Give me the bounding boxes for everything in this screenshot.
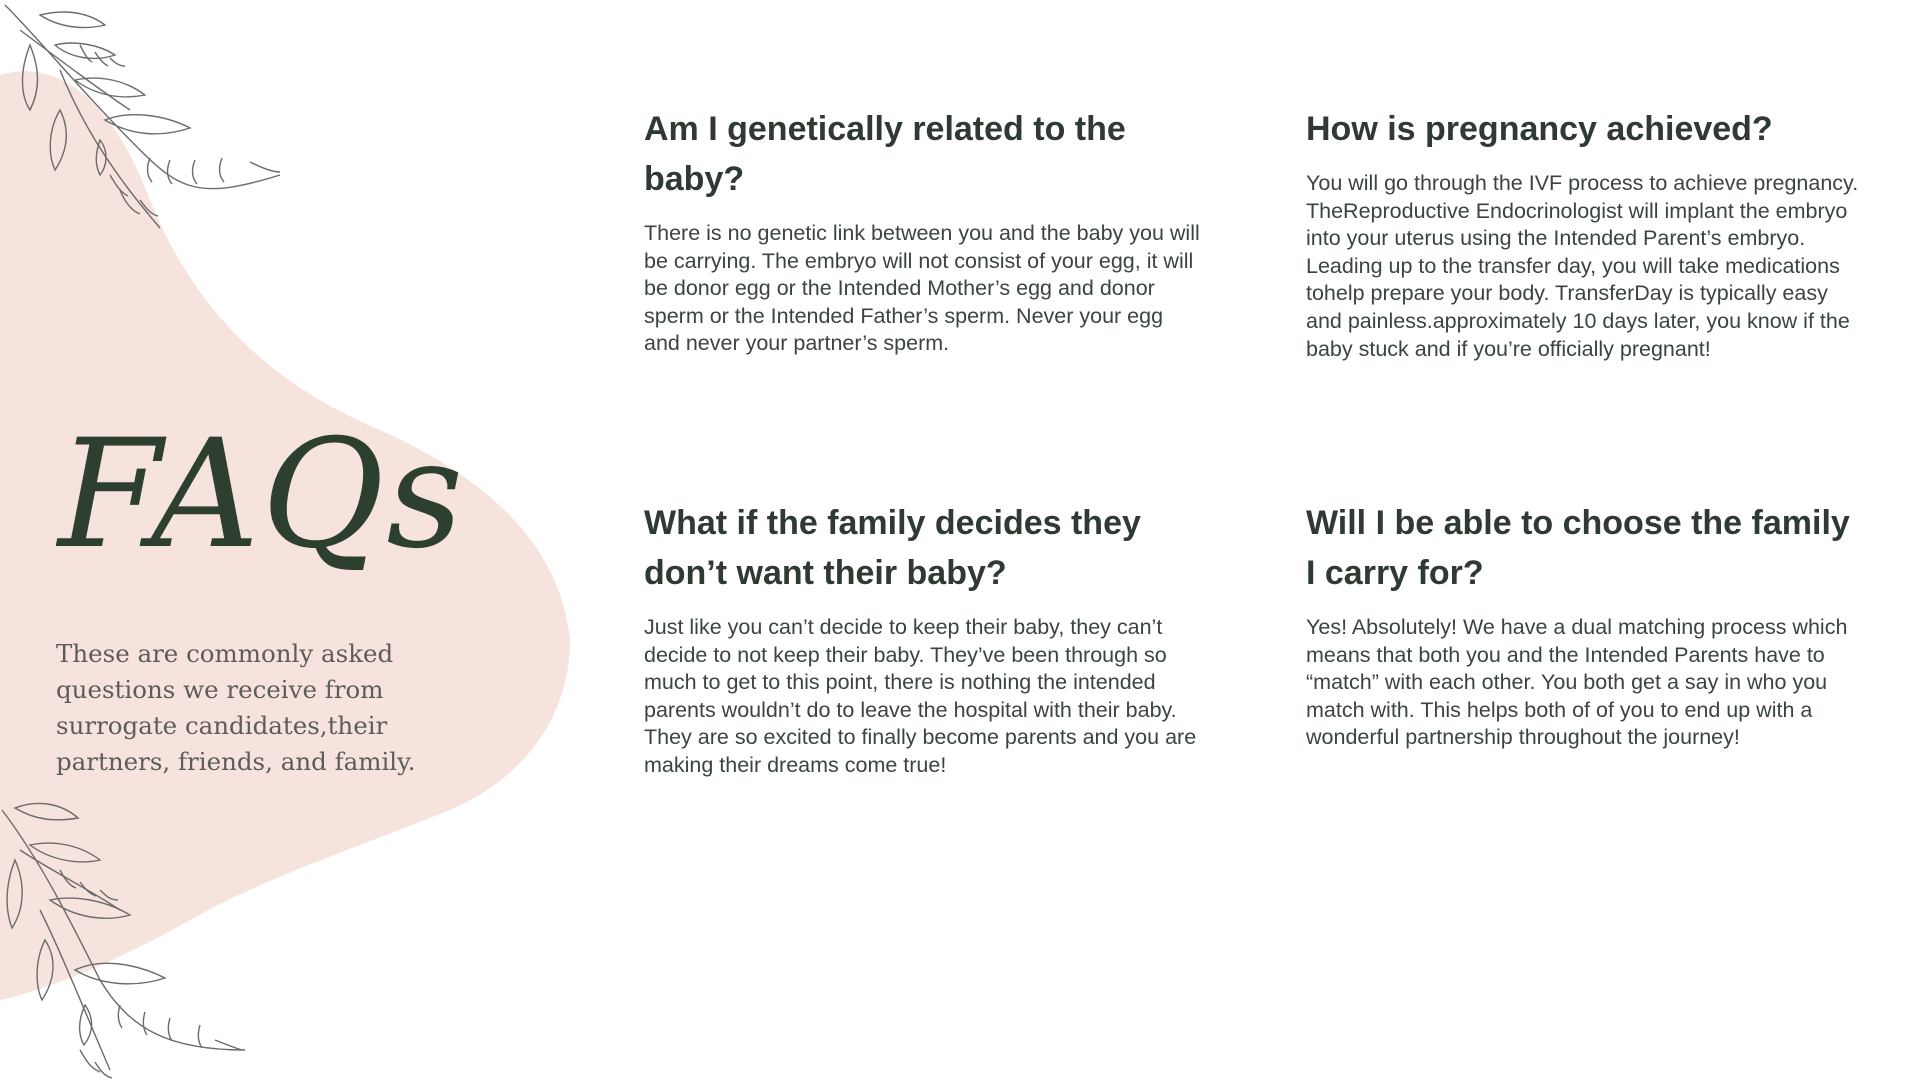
faq-question: What if the family decides they don’t want their baby?: [644, 504, 1141, 592]
leaf-sprig-bottom-icon: [0, 800, 260, 1090]
faq-item: [1306, 498, 1866, 752]
leaf-sprig-top-icon: [0, 0, 300, 240]
faq-item: [644, 498, 1204, 780]
faq-question: Am I genetically related to the baby?: [644, 110, 1126, 198]
faq-answer: Yes! Absolutely! We have a dual matching process which means that both you and the Intended Parents have to “match” with each other. You both get a say in who you match with. This helps both of of you to end up with a wonderful partnership throughout the journey!: [1306, 615, 1848, 750]
faq-item: [644, 104, 1204, 358]
page-title: FAQs: [58, 408, 466, 582]
faq-answer: There is no genetic link between you and the baby you will be carrying. The embryo will not consist of your egg, it will be donor egg or the Intended Mother’s egg and donor sperm or the Intended Father’s sperm. Never your egg and never your partner’s sperm.: [644, 221, 1200, 356]
intro-text: These are commonly asked questions we receive from surrogate candidates,their partners, friends, and family.: [56, 639, 416, 776]
faq-item: [1306, 104, 1866, 363]
faq-answer: Just like you can’t decide to keep their baby, they can’t decide to not keep their baby. They’ve been through so much to get to this point, there is nothing the intended parents wouldn’t do to leave the hospital with their baby. They are so excited to finally become parents and you are making their dreams come true!: [644, 615, 1197, 777]
faq-question: Will I be able to choose the family I carry for?: [1306, 504, 1850, 592]
faq-question: How is pregnancy achieved?: [1306, 110, 1773, 148]
faq-answer: You will go through the IVF process to achieve pregnancy. TheReproductive Endocrinologist will implant the embryo into your uterus using the Intended Parent’s embryo. Leading up to the transfer day, you will take medications tohelp prepare your body. TransferDay is typically easy and painless.approximately 10 days later, you know if the baby stuck and if you’re officially pregnant!: [1306, 171, 1859, 361]
